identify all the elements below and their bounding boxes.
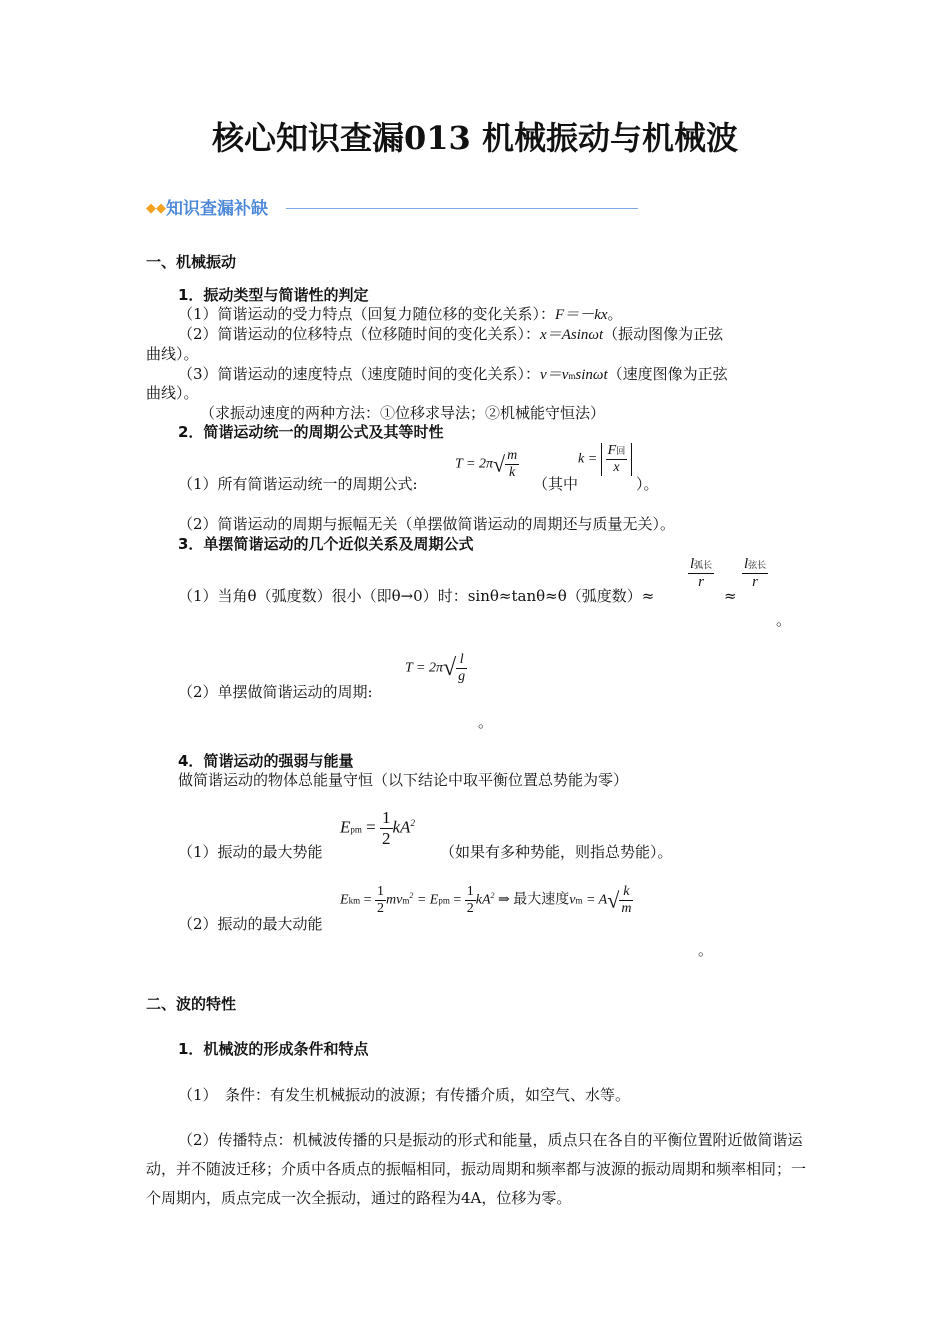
formula-span: m bbox=[568, 371, 576, 381]
chord-ratio bbox=[742, 556, 768, 590]
formula-span: T = 2π bbox=[405, 660, 443, 676]
subheading-4: 4．简谐运动的强弱与能量 bbox=[178, 752, 354, 770]
text-line: （1）所有简谐运动统一的周期公式: bbox=[178, 475, 418, 493]
formula-span: kA bbox=[475, 892, 491, 908]
formula-span: T = 2π bbox=[455, 456, 493, 472]
formula-span: F bbox=[607, 443, 617, 458]
formula-span: pm bbox=[350, 824, 362, 835]
fraction-num: m bbox=[507, 448, 518, 463]
text-line: （1） 条件：有发生机械振动的波源；有传播介质，如空气、水等。 bbox=[178, 1086, 631, 1104]
fraction-den: r bbox=[752, 574, 759, 590]
formula-span: F＝－kx bbox=[555, 307, 608, 323]
fraction-den: 2 bbox=[466, 901, 474, 916]
text-span: （振动图像为正弦 bbox=[603, 325, 724, 343]
fraction bbox=[465, 884, 476, 917]
fraction bbox=[619, 884, 633, 917]
formula-span: ⇒ bbox=[498, 892, 510, 908]
subheading-2: 2．简谐运动统一的周期公式及其等时性 bbox=[178, 423, 444, 441]
formula-span: kA bbox=[392, 817, 411, 837]
formula-span: 弧长 bbox=[694, 560, 713, 570]
banner-divider bbox=[286, 208, 638, 209]
fraction-num: 1 bbox=[376, 884, 384, 899]
formula-span: = E bbox=[416, 892, 439, 908]
fraction-num bbox=[606, 443, 628, 460]
text-span: 。 bbox=[607, 305, 623, 323]
text-line: 曲线）。 bbox=[146, 345, 199, 363]
formula-span: m bbox=[575, 895, 583, 906]
formula-span: k = bbox=[578, 451, 598, 467]
formula-span: sinωt bbox=[575, 367, 608, 383]
text-line: （其中 bbox=[533, 475, 579, 493]
formula-span: km bbox=[348, 895, 361, 906]
fraction bbox=[380, 808, 393, 849]
diamond-icon: ◆◆ bbox=[146, 201, 166, 216]
formula-span: l bbox=[690, 556, 695, 572]
fraction bbox=[456, 652, 467, 685]
fraction-den: m bbox=[621, 901, 632, 916]
formula-span: l bbox=[744, 556, 749, 572]
text-line: （2）单摆做简谐运动的周期: bbox=[178, 683, 373, 701]
section-heading-vibration: 一、机械振动 bbox=[146, 253, 237, 271]
formula-span: = A bbox=[585, 892, 608, 908]
subheading-3: 3．单摆简谐运动的几个近似关系及周期公式 bbox=[178, 535, 474, 553]
fraction-num: 1 bbox=[466, 884, 474, 899]
text-line: （2）简谐运动的周期与振幅无关（单摆做简谐运动的周期还与质量无关）。 bbox=[178, 515, 676, 533]
fraction bbox=[505, 448, 519, 481]
fraction bbox=[606, 443, 628, 476]
formula-span: x＝Asinωt bbox=[540, 327, 604, 343]
banner-label: 知识查漏补缺 bbox=[166, 199, 268, 219]
fraction-den: 2 bbox=[382, 829, 391, 848]
formula-span: = bbox=[453, 892, 462, 908]
formula-span: m bbox=[402, 895, 410, 906]
formula-span: v bbox=[569, 892, 576, 908]
fraction bbox=[375, 884, 386, 917]
sqrt-sign: √ bbox=[607, 887, 620, 913]
text-line: 做简谐运动的物体总能量守恒（以下结论中取平衡位置总势能为零） bbox=[178, 771, 629, 789]
sqrt-sign: √ bbox=[443, 655, 457, 681]
text-line: ）。 bbox=[636, 475, 659, 493]
fraction-den: x bbox=[613, 460, 620, 475]
fraction-den: 2 bbox=[376, 901, 384, 916]
approx-sign: ≈ bbox=[724, 587, 737, 605]
fraction-num: k bbox=[619, 884, 633, 901]
text-line: （求振动速度的两种方法：①位移求导法；②机械能守恒法） bbox=[200, 404, 606, 422]
text-line: （1）振动的最大势能 bbox=[178, 843, 323, 861]
text-line: 。 bbox=[698, 941, 714, 959]
subheading-1: 1．振动类型与简谐性的判定 bbox=[178, 286, 369, 304]
fraction-den: g bbox=[458, 669, 466, 684]
period-formula bbox=[455, 448, 519, 481]
formula-span: 回 bbox=[616, 446, 626, 456]
fraction bbox=[742, 556, 768, 590]
section-banner bbox=[146, 198, 638, 220]
formula-span: 弦长 bbox=[748, 560, 767, 570]
formula-span: = bbox=[363, 892, 372, 908]
formula-span: 2 bbox=[409, 891, 414, 901]
formula-span: pm bbox=[438, 895, 450, 906]
arc-ratio bbox=[688, 556, 714, 590]
formula-span: mv bbox=[385, 892, 403, 908]
text-span: （速度图像为正弦 bbox=[607, 365, 728, 383]
fraction-num bbox=[742, 556, 768, 574]
stiffness-formula bbox=[578, 443, 632, 476]
text-line: 。 bbox=[776, 611, 792, 629]
fraction bbox=[688, 556, 714, 590]
page-title: 核心知识查漏013 机械振动与机械波 bbox=[212, 119, 738, 157]
max-kinetic-formula bbox=[340, 884, 633, 917]
formula-span: 最大速度 bbox=[513, 891, 570, 908]
subheading-wave-1: 1．机械波的形成条件和特点 bbox=[178, 1040, 369, 1058]
section-heading-waves: 二、波的特性 bbox=[146, 995, 237, 1013]
formula-span: E bbox=[340, 817, 351, 837]
abs-bars bbox=[601, 443, 633, 476]
text-line: （如果有多种势能，则指总势能）。 bbox=[440, 843, 673, 861]
fraction-den: r bbox=[698, 574, 705, 590]
formula-span: = bbox=[366, 817, 376, 837]
text-line bbox=[178, 364, 728, 386]
text-line: 。 bbox=[478, 713, 494, 731]
formula-span: v＝v bbox=[540, 367, 569, 383]
text-span: （1）简谐运动的受力特点（回复力随位移的变化关系）： bbox=[178, 305, 556, 323]
fraction-num: l bbox=[456, 652, 467, 669]
fraction-num: 1 bbox=[382, 808, 391, 827]
pendulum-formula bbox=[405, 652, 467, 685]
text-line: （1）当角θ（弧度数）很小（即θ→0）时：sinθ≈tanθ≈θ（弧度数）≈ bbox=[178, 587, 655, 605]
max-potential-formula bbox=[340, 808, 415, 849]
paragraph-propagation: （2）传播特点：机械波传播的只是振动的形式和能量，质点只在各自的平衡位置附近做简谐运动，并不随波迁移；介质中各质点的振幅相同，振动周期和频率都与波源的振动周期和频率相同；一个周期内，质点完成一次全振动，通过的路程为4A，位移为零。 bbox=[146, 1131, 807, 1207]
text-span: （3）简谐运动的速度特点（速度随时间的变化关系）： bbox=[178, 365, 541, 383]
text-line: （2）振动的最大动能 bbox=[178, 915, 323, 933]
text-line bbox=[178, 324, 723, 345]
fraction-den: k bbox=[509, 465, 516, 480]
formula-span: E bbox=[340, 892, 349, 908]
fraction-num bbox=[688, 556, 714, 574]
sqrt-sign: √ bbox=[493, 451, 506, 477]
text-line bbox=[178, 304, 623, 325]
formula-span: 2 bbox=[490, 891, 495, 901]
formula-span: 2 bbox=[410, 817, 415, 828]
text-span: （2）简谐运动的位移特点（位移随时间的变化关系）： bbox=[178, 325, 541, 343]
text-line: 曲线）。 bbox=[146, 384, 199, 402]
